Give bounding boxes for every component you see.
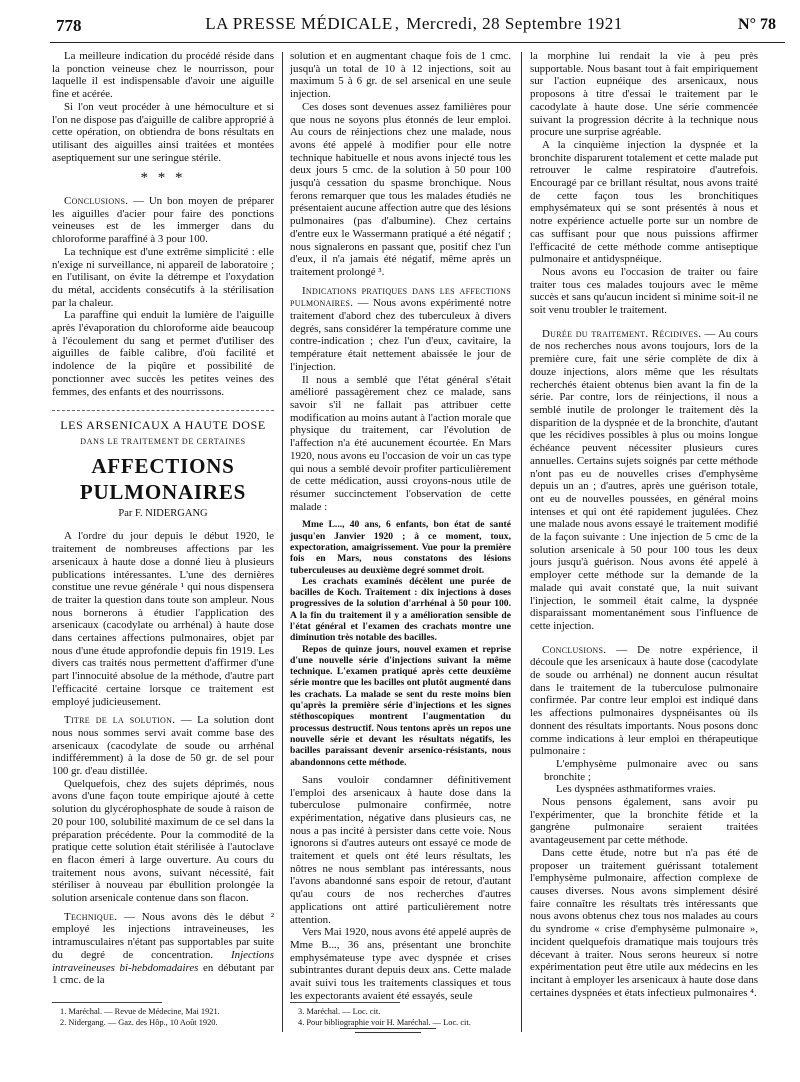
paragraph: A la cinquième injection la dyspnée et la bronchite disparurent totalement et cette malade put retrouver le calme respiratoire d'autrefois. Encouragé par ce brillant résultat, nous avons traité de cette façon tous les bronchitiques emphysémateux qui se sont présentés à nous et notre expérience actuelle porte sur un nombre de cas suffisant pour que nous puissions affirmer l'efficacité de cette méthode comme antiseptique pulmonaire et antidyspnéique. xyxy=(530,138,758,266)
indication-line: Les dyspnées asthmatiformes vraies. xyxy=(556,783,716,796)
column-2 xyxy=(290,50,511,1003)
column-divider xyxy=(282,52,283,1032)
titre-label: Titre de la solution. xyxy=(64,714,176,727)
observation-paragraph: Les crachats examinés décèlent une purée de bacilles de Koch. Traitement : dix injections à doses progressives de la solution d'arrhénal à 50 pour 100. A la fin du traitement il y a amélioration sensible de l'état général et l'examen des crachats montre une diminution très notable des bacilles. xyxy=(290,575,511,644)
indications-text: — Nous avons expérimenté notre traitement d'abord chez des tuberculeux à divers degrés, sans considérer la température comme une contre-indication ; chez l'un d'eux, cavitaire, la température était nettement abaissée le jour de l'injection. xyxy=(290,297,511,373)
page-number: 778 xyxy=(56,16,82,35)
issue-date: Mercredi, 28 Septembre 1921 xyxy=(406,14,623,33)
footnotes-col2 xyxy=(298,1006,512,1028)
paragraph: la morphine lui rendait la vie à peu près supportable. Nous basant tout à fait empiriquement sur l'action eupnéique des arsenicaux, nous proposons à titre d'essai le traitement par le cacodylate à haute dose. Une série commencée suivant la progression décrite à la technique nous procure une surprise agréable. xyxy=(530,50,758,139)
duree-label: Durée du traitement. Récidives. xyxy=(542,327,702,340)
conclusions-label: Conclusions. xyxy=(64,195,129,208)
paragraph: Dans cette étude, notre but n'a pas été de proposer un traitement guérissant totalement l'emphysème pulmonaire, affection complexe de causes diverses. Nous avons simplement désiré faire connaître les résultats très intéressants que nous avons obtenus chez tous nos malades au cours du syndrome « crise d'emphysème pulmonaire », incident quelquefois dramatique mais toujours très décevant à traiter. Nous serons heureux si notre expérimentation peut être utile aux médecins en les incitant à employer les arsenicaux à haute dose dans certaines dyspnées et états infectieux pulmonaires ⁴. xyxy=(530,846,758,999)
indication-line: L'emphysème pulmonaire avec ou sans bronchite ; xyxy=(544,757,758,783)
paragraph: La paraffine qui enduit la lumière de l'aiguille après l'évaporation du chloroforme aide beaucoup à l'écoulement du sang et permet d'utiliser des aiguilles de faible calibre, d'où facilité et indolence de la piqûre et possibilité de ponctionner avec succès les petites veines des femmes, des enfants et des nourrissons. xyxy=(52,309,274,398)
header-rule xyxy=(50,42,785,43)
paragraph: Nous avons eu l'occasion de traiter ou faire traiter tous ces malades toujours avec le même succès et sans qu'aucun incident si minime soit-il ne soit venu troubler le traitement. xyxy=(530,265,758,317)
footnote-rule xyxy=(290,1002,400,1003)
technique-end: en débutant par 1 cmc. de la xyxy=(52,961,274,987)
paragraph: Ces doses sont devenues assez familières pour que nous ne soyons plus étonnés de leur emploi. Au cours de réinjections chez une malade, nous avons été appelé à modifier pour elle notre technique habituelle et nous avons injecté tous les deux jours 5 cmc. de la solution à 50 pour 100 jusqu'à cessation du spasme bronchique. Nous ferons remarquer que tous les malades étudiés ne présentaient aucune affection autre que des lésions pulmonaires (pas d'albumine). Chez certains d'entre eux le Wassermann pratiqué a été négatif ; nous signalerons en passant que, positif chez l'un d'eux, il n'a jamais été négatif, même après un traitement prolongé ³. xyxy=(290,100,511,278)
titre-text: — La solution dont nous nous sommes servi avait comme base des arsenicaux (cacodylate de soude ou arrhénal indifféremment) à la dose de 50 gr. de sel pour 100 gr. d'eau distillée. xyxy=(52,714,274,778)
technique-label: Technique. xyxy=(64,910,118,923)
paragraph: A l'ordre du jour depuis le début 1920, le traitement de nombreuses affections par les arsenicaux à haute dose a donné lieu à plusieurs publications intéressantes. L'une des dernières constitue une revue générale ¹ qui nous dispensera de traiter la question dans toute son ampleur. Nous nous bornerons à étudier l'application des arsenicaux (cacodylate ou arrhénal) à haute dose dans certaines affections pulmonaires, objet par nous d'une étude approfondie depuis fin 1919. Les divers cas traités nous permettent d'affirmer d'une part l'innocuité absolue de la méthode, d'autre part l'efficacité certaine lorsque ce traitement est employé judicieusement. xyxy=(52,530,274,708)
conclusions-paragraph xyxy=(52,195,274,246)
conclusions-paragraph xyxy=(530,644,758,758)
duree-text: — Au cours de nos recherches nous avons toujours, lors de la première cure, fait une série complète de dix à douze injections, alors même que les résultats recherchés étaient obtenus bien avant la fin de la série. Par contre, lors de réinjections, il nous a semblé inutile de prolonger le traitement dès la disparition de la dyspnée et de la bronchite, d'autant que les récidives possibles à plus ou moins longue échéance peuvent nécessiter plusieurs cures annuelles. Certains sujets soignés par cette méthode n'ont pas eu de nouvelles crises d'emphysème depuis un an ; d'autres, après une guérison totale, ont eu de nouvelles poussées, en général moins intenses et qui ont été rapidement jugulées. Chez une malade nous avons essayé le traitement modifié de la façon suivante : Une injection de 5 cmc de la solution arsenicale à 50 pour 100 tous les deux jours jusqu'à guérison. Nous avons été appelé à employer cette méthode sur la demande de la malade qui avait constaté que, la nuit suivant l'injection, le sommeil était calme, la dyspnée disparaissant momentanément sous l'influence de cette injection. xyxy=(530,327,759,632)
journal-name: LA PRESSE MÉDICALE xyxy=(205,14,393,33)
footnote: 4. Pour bibliographie voir H. Maréchal. — Loc. cit. xyxy=(298,1018,471,1027)
paragraph: Quelquefois, chez des sujets déprimés, nous avons d'une façon toute empirique ajouté à cette solution du glycérophosphate de soude à raison de 20 pour 100, solubilité maximum de ce sel dans la préparation précédente. Pour la commodité de la pratique cette solution était stérilisée à l'autoclave en flacon émeri à large ouverture. Au cours du traitement nous avons, suivant nécessité, fait stériliser à nouveau par ébullition prolongée la solution arsenicale contenue dans son flacon. xyxy=(52,777,274,905)
paragraph: La technique est d'une extrême simplicité : elle n'exige ni surveillance, ni appareil de laboratoire ; en l'utilisant, on évite la détrempe et l'oxydation du métal, accidents consécutifs à la stérilisation par la chaleur. xyxy=(52,245,274,309)
issue-number: N° 78 xyxy=(738,16,776,33)
indications-paragraph xyxy=(290,285,511,374)
column-3 xyxy=(530,50,758,999)
paragraph: Vers Mai 1920, nous avons été appelé auprès de Mme B..., 36 ans, présentant une bronchite emphysémateuse type avec dyspnée et crises subintrantes durant depuis deux ans. Cette malade avait suivi tous les traitements classiques et tous les expectorants avaient été essayés, seule xyxy=(290,926,511,1002)
article-kicker: LES ARSENICAUX A HAUTE DOSE xyxy=(60,418,266,433)
paragraph: Nous pensons également, sans avoir pu l'expérimenter, que la bronchite fétide et la gangrène pulmonaire seraient traitées avantageusement par cette méthode. xyxy=(530,796,758,847)
footnote: 2. Nidergang. — Gaz. des Hôp., 10 Août 1920. xyxy=(60,1018,218,1027)
column-1 xyxy=(52,50,274,987)
section-separator-stars: * * * xyxy=(140,170,186,187)
end-rule xyxy=(355,1032,421,1033)
end-rule xyxy=(340,1028,436,1029)
article-subtitle: DANS LE TRAITEMENT DE CERTAINES xyxy=(80,436,246,446)
page-header xyxy=(50,10,778,42)
footnote: 3. Maréchal. — Loc. cit. xyxy=(298,1007,381,1016)
observation-paragraph: Mme L..., 40 ans, 6 enfants, bon état de santé jusqu'en Janvier 1920 ; à ce moment, toux, expectoration, amaigrissement. Vue pour la première fois en Mars, nous constatons des lésions tuberculeuses au deuxième degré sommet droit. xyxy=(290,519,511,576)
indications-label: Indications pratiques dans les affections pulmonaires. xyxy=(290,284,511,310)
titre-paragraph xyxy=(52,714,274,778)
paragraph: Il nous a semblé que l'état général s'était amélioré passagèrement chez ce malade, sans savoir s'il ne fallait pas attribuer cette modification au moins autant à l'action morale que physique du traitement, car l'évolution de l'affection n'a été aucunement écourtée. En Mars 1920, nous avons eu l'occasion de voir un cas type qui nous a semblé devoir profiter particulièrement de cette médication, aussi croyons-nous utile de résumer succinctement l'observation de cette malade : xyxy=(290,373,511,513)
conclusions-text: — De notre expérience, il découle que les arsenicaux à haute dose (cacodylate de soude ou arrhénal) ne donnent aucun résultat dans le traitement de la tuberculose pulmonaire confirmée. Par contre leur emploi est indiqué dans les affections pulmonaires dyspnéisantes où ils donnent des résultats importants. Nous posons donc comme indications à leur emploi en thérapeutique pulmonaire : xyxy=(530,643,758,758)
article-separator xyxy=(52,410,274,411)
technique-italic: Injections intraveineuses bi-hebdomadaires xyxy=(52,948,274,974)
observation-paragraph: Repos de quinze jours, nouvel examen et reprise d'une nouvelle série d'injections suivant la même technique. L'examen pratiqué après cette deuxième série montre que les bacilles ont plutôt augmenté dans les crachats. La malade se sent du reste moins bien qu'après la première série d'injections et les signes stéthoscopiques montrent l'augmentation du processus destructif. Nous tentons après un repos une nouvelle série et devant les résultats négatifs, les bacilles paraissant devenir arsenico-résistants, nous abandonnons cette méthode. xyxy=(290,643,512,768)
technique-paragraph xyxy=(52,911,274,987)
header-title: LA PRESSE MÉDICALE , Mercredi, 28 Septembre 1921 xyxy=(205,14,623,33)
technique-text: — Nous avons dès le début ² employé les injections intraveineuses, les intramusculaires n'étant pas supportables par suite du degré de concentration. xyxy=(52,910,274,961)
conclusions-text: — Un bon moyen de préparer les aiguilles d'acier pour faire des ponctions veineuses est de les immerger dans du chloroforme paraffiné à 3 pour 100. xyxy=(52,195,274,246)
paragraph: Sans vouloir condamner définitivement l'emploi des arsenicaux à haute dose dans la tuberculose pulmonaire confirmée, notre expérimentation, négative dans plusieurs cas, ne nous a pas incité à persister dans cette voie. Nous ignorons si d'autres auteurs ont essayé ce mode de traitement et quels ont été leurs résultats, les nôtres ne nous semblant pas intéressants, nous l'avons abandonné sans espoir de retour, d'autant qu'au cours de nos recherches d'autres applications ont attiré particulièrement notre attention. xyxy=(290,773,511,926)
conclusions-label: Conclusions. xyxy=(542,643,607,656)
paragraph: La meilleure indication du procédé réside dans la ponction veineuse chez le nourrisson, pour laquelle il est indispensable d'avoir une aiguille fine et acérée. xyxy=(52,50,274,101)
article-title: AFFECTIONS PULMONAIRES xyxy=(79,453,247,504)
footnote-rule xyxy=(52,1002,162,1003)
footnote: 1. Maréchal. — Revue de Médecine, Mai 1921. xyxy=(60,1007,220,1016)
article-author: Par F. NIDERGANG xyxy=(118,507,208,519)
duree-paragraph xyxy=(530,328,758,633)
footnotes-col1 xyxy=(60,1006,274,1028)
paragraph: Si l'on veut procéder à une hémoculture et si l'on ne dispose pas d'aiguille de calibre approprié à cette opération, on obtiendra de bons résultats en utilisant des aiguilles ainsi traitées et montées aseptiquement sur une seringue stérile. xyxy=(52,100,274,164)
paragraph: solution et en augmentant chaque fois de 1 cmc. jusqu'à un total de 10 à 12 injections, soit au maximum 5 à 6 gr. de sel arsenical en une seule injection. xyxy=(290,50,511,101)
column-divider xyxy=(521,52,522,1032)
